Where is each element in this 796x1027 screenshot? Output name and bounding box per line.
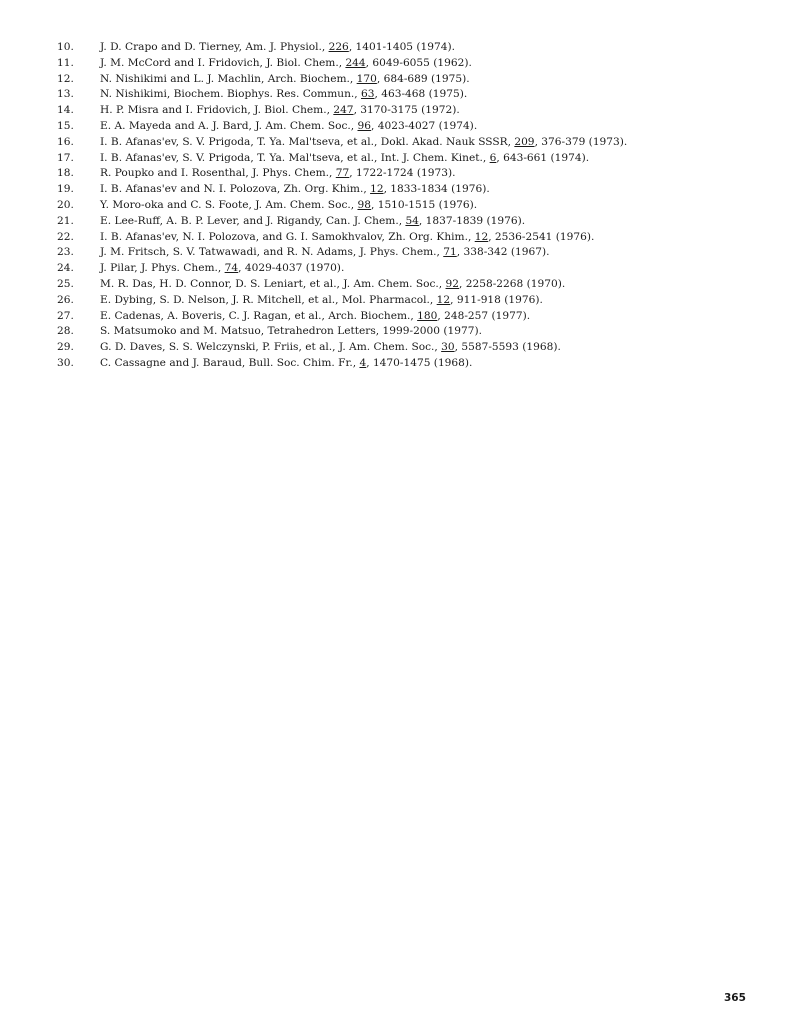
reference-pages-year: , 463-468 (1975). — [374, 88, 468, 101]
reference-volume: 30 — [441, 341, 455, 354]
reference-citation: E. A. Mayeda and A. J. Bard, J. Am. Chem. Soc., — [100, 119, 358, 132]
reference-number: 15. — [57, 119, 74, 132]
reference-number: 18. — [57, 167, 74, 180]
reference-number: 12. — [57, 72, 74, 85]
reference-pages-year: , 5587-5593 (1968). — [454, 341, 561, 354]
reference-number: 10. — [57, 41, 74, 53]
reference-item — [57, 340, 787, 356]
reference-pages-year: , 6049-6055 (1962). — [365, 56, 472, 69]
reference-volume: 63 — [361, 88, 375, 101]
reference-item — [57, 214, 787, 230]
reference-text — [100, 136, 627, 148]
reference-item — [57, 87, 787, 103]
reference-volume: 226 — [328, 41, 349, 53]
reference-item — [57, 293, 787, 309]
reference-pages-year: , 376-379 (1973). — [534, 135, 628, 148]
reference-citation: J. D. Crapo and D. Tierney, Am. J. Physiol., — [100, 41, 329, 53]
reference-text — [100, 41, 455, 53]
reference-item — [57, 182, 787, 198]
reference-number: 14. — [57, 104, 74, 117]
reference-text — [100, 215, 525, 227]
reference-pages-year: , 1470-1475 (1968). — [366, 356, 473, 369]
reference-item — [57, 245, 787, 261]
reference-number: 30. — [57, 356, 74, 369]
reference-volume: 244 — [345, 56, 366, 69]
reference-text — [100, 262, 344, 274]
reference-item — [57, 277, 787, 293]
reference-text — [100, 357, 472, 369]
page-number: 365 — [724, 992, 746, 1004]
reference-number: 25. — [57, 277, 74, 290]
reference-volume: 209 — [514, 135, 535, 148]
reference-volume: 54 — [405, 214, 419, 227]
reference-pages-year: , 4023-4027 (1974). — [370, 119, 478, 132]
reference-text — [100, 183, 490, 195]
reference-item — [57, 56, 787, 72]
reference-pages-year: , 1837-1839 (1976). — [418, 214, 526, 227]
reference-pages-year: , 4029-4037 (1970). — [238, 262, 345, 275]
reference-text — [100, 325, 482, 337]
reference-pages-year: , 643-661 (1974). — [496, 151, 590, 164]
reference-volume: 170 — [356, 72, 377, 85]
reference-number: 22. — [57, 230, 74, 243]
reference-item — [57, 261, 787, 277]
reference-pages-year: , 2258-2268 (1970). — [459, 277, 566, 290]
reference-citation: J. M. Fritsch, S. V. Tatwawadi, and R. N. Adams, J. Phys. Chem., — [100, 246, 444, 259]
reference-number: 20. — [57, 198, 74, 211]
reference-text — [100, 88, 467, 100]
reference-citation: C. Cassagne and J. Baraud, Bull. Soc. Chim. Fr., — [100, 356, 360, 369]
reference-pages-year: , 1401-1405 (1974). — [348, 41, 456, 53]
reference-citation: I. B. Afanas'ev and N. I. Polozova, Zh. Org. Khim., — [100, 183, 371, 196]
reference-item — [57, 119, 787, 135]
reference-citation: E. Lee-Ruff, A. B. P. Lever, and J. Rigandy, Can. J. Chem., — [100, 214, 406, 227]
reference-citation: I. B. Afanas'ev, N. I. Polozova, and G. I. Samokhvalov, Zh. Org. Khim., — [100, 230, 475, 243]
reference-item — [57, 230, 787, 246]
reference-number: 26. — [57, 293, 74, 306]
reference-volume: 180 — [417, 309, 438, 322]
reference-volume: 12 — [370, 183, 384, 196]
reference-number: 11. — [57, 56, 74, 69]
reference-number: 13. — [57, 88, 74, 101]
reference-pages-year: , 338-342 (1967). — [456, 246, 550, 259]
reference-citation: S. Matsumoko and M. Matsuo, Tetrahedron Letters, 1999-2000 (1977). — [100, 325, 482, 338]
reference-citation: Y. Moro-oka and C. S. Foote, J. Am. Chem. Soc., — [100, 198, 358, 211]
reference-pages-year: , 1510-1515 (1976). — [370, 198, 478, 211]
reference-text — [100, 341, 561, 353]
reference-volume: 96 — [357, 119, 371, 132]
reference-citation: I. B. Afanas'ev, S. V. Prigoda, T. Ya. Mal'tseva, et al., Int. J. Chem. Kinet., — [100, 151, 490, 164]
reference-pages-year: , 2536-2541 (1976). — [488, 230, 595, 243]
reference-number: 24. — [57, 262, 74, 275]
reference-item — [57, 198, 787, 214]
reference-item — [57, 40, 787, 56]
reference-text — [100, 294, 543, 306]
reference-pages-year: , 1833-1834 (1976). — [383, 183, 490, 196]
reference-volume: 6 — [489, 151, 497, 164]
reference-citation: I. B. Afanas'ev, S. V. Prigoda, T. Ya. Mal'tseva, et al., Dokl. Akad. Nauk SSSR, — [100, 135, 515, 148]
reference-item — [57, 324, 787, 340]
reference-text — [100, 167, 455, 179]
reference-number: 27. — [57, 309, 74, 322]
reference-item — [57, 166, 787, 182]
reference-text — [100, 57, 472, 69]
reference-item — [57, 103, 787, 119]
reference-text — [100, 152, 589, 164]
reference-citation: H. P. Misra and I. Fridovich, J. Biol. Chem., — [100, 104, 334, 117]
reference-volume: 12 — [436, 293, 451, 306]
reference-volume: 71 — [443, 246, 457, 259]
reference-citation: N. Nishikimi, Biochem. Biophys. Res. Commun., — [100, 88, 362, 101]
reference-pages-year: , 1722-1724 (1973). — [349, 167, 456, 180]
reference-number: 17. — [57, 151, 74, 164]
reference-text — [100, 246, 549, 258]
reference-item — [57, 356, 787, 372]
reference-citation: E. Cadenas, A. Boveris, C. J. Ragan, et al., Arch. Biochem., — [100, 309, 418, 322]
reference-volume: 92 — [445, 277, 460, 290]
reference-item — [57, 309, 787, 325]
reference-text — [100, 199, 477, 211]
reference-item — [57, 151, 787, 167]
reference-number: 23. — [57, 246, 74, 259]
reference-pages-year: , 684-689 (1975). — [376, 72, 470, 85]
reference-citation: E. Dybing, S. D. Nelson, J. R. Mitchell, et al., Mol. Pharmacol., — [100, 293, 437, 306]
reference-text — [100, 104, 460, 116]
reference-pages-year: , 911-918 (1976). — [450, 293, 543, 306]
reference-citation: G. D. Daves, S. S. Welczynski, P. Friis, et al., J. Am. Chem. Soc., — [100, 341, 442, 354]
reference-citation: R. Poupko and I. Rosenthal, J. Phys. Chem., — [100, 167, 336, 180]
reference-text — [100, 278, 565, 290]
reference-pages-year: , 3170-3175 (1972). — [353, 104, 460, 117]
reference-item — [57, 135, 787, 151]
reference-volume: 247 — [333, 104, 354, 117]
reference-number: 19. — [57, 183, 74, 196]
reference-volume: 77 — [335, 167, 350, 180]
reference-citation: N. Nishikimi and L. J. Machlin, Arch. Biochem., — [100, 72, 357, 85]
reference-citation: J. Pilar, J. Phys. Chem., — [100, 262, 225, 275]
reference-item — [57, 72, 787, 88]
reference-text — [100, 120, 477, 132]
reference-citation: M. R. Das, H. D. Connor, D. S. Leniart, et al., J. Am. Chem. Soc., — [100, 277, 446, 290]
reference-number: 29. — [57, 341, 74, 354]
reference-volume: 74 — [224, 262, 239, 275]
reference-number: 21. — [57, 214, 74, 227]
reference-volume: 4 — [359, 356, 367, 369]
reference-text — [100, 310, 530, 322]
reference-citation: J. M. McCord and I. Fridovich, J. Biol. Chem., — [100, 56, 346, 69]
reference-text — [100, 231, 594, 243]
reference-pages-year: , 248-257 (1977). — [437, 309, 531, 322]
reference-volume: 12 — [474, 230, 489, 243]
reference-text — [100, 73, 470, 85]
reference-volume: 98 — [357, 198, 371, 211]
reference-number: 28. — [57, 325, 74, 338]
reference-list — [57, 40, 787, 372]
reference-number: 16. — [57, 135, 74, 148]
